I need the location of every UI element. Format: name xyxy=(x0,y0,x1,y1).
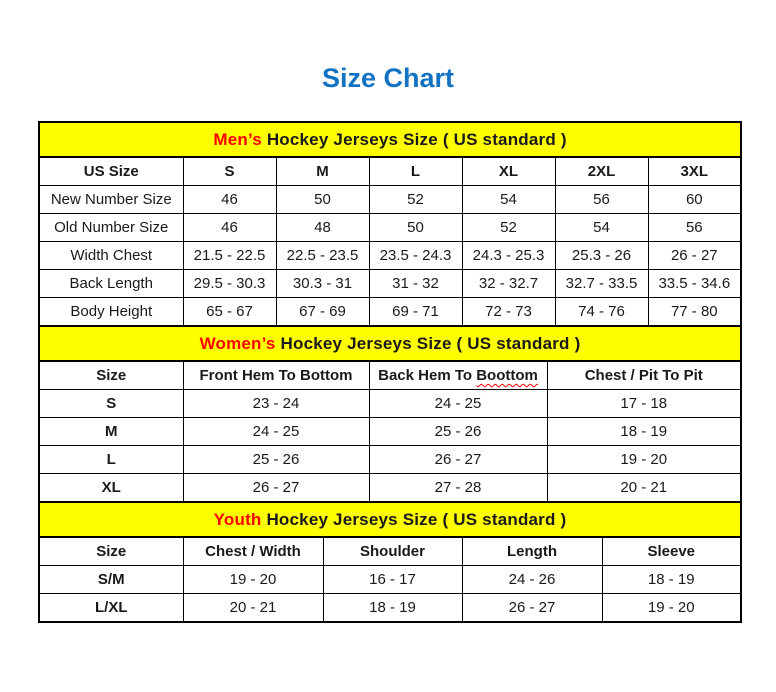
value-cell: 46 xyxy=(183,186,276,214)
value-cell: 50 xyxy=(369,214,462,242)
row-label: XL xyxy=(39,474,183,503)
value-cell: 19 - 20 xyxy=(547,446,741,474)
value-cell: 19 - 20 xyxy=(183,566,323,594)
column-header: Size xyxy=(39,361,183,390)
value-cell: 48 xyxy=(276,214,369,242)
youth-section-banner xyxy=(39,502,741,537)
size-chart-tables xyxy=(38,121,740,623)
value-cell: 24.3 - 25.3 xyxy=(462,242,555,270)
row-label: Width Chest xyxy=(39,242,183,270)
row-label: Body Height xyxy=(39,298,183,327)
row-label: M xyxy=(39,418,183,446)
value-cell: 46 xyxy=(183,214,276,242)
value-cell: 56 xyxy=(555,186,648,214)
table-row xyxy=(39,418,741,446)
womens-size-table xyxy=(38,325,742,503)
value-cell: 25 - 26 xyxy=(369,418,547,446)
value-cell: 67 - 69 xyxy=(276,298,369,327)
womens-section-banner xyxy=(39,326,741,361)
row-label: L/XL xyxy=(39,594,183,623)
womens-section-heading xyxy=(39,326,741,361)
heading-rest: Hockey Jerseys Size ( US standard ) xyxy=(261,129,567,149)
table-row xyxy=(39,566,741,594)
table-row xyxy=(39,298,741,327)
value-cell: 22.5 - 23.5 xyxy=(276,242,369,270)
row-label: Back Length xyxy=(39,270,183,298)
mens-section-banner xyxy=(39,122,741,157)
table-row xyxy=(39,270,741,298)
value-cell: 72 - 73 xyxy=(462,298,555,327)
column-header: Length xyxy=(462,537,602,566)
column-header: 2XL xyxy=(555,157,648,186)
womens-header-row xyxy=(39,361,741,390)
youth-size-table xyxy=(38,501,742,623)
column-header: M xyxy=(276,157,369,186)
value-cell: 20 - 21 xyxy=(183,594,323,623)
value-cell: 69 - 71 xyxy=(369,298,462,327)
value-cell: 54 xyxy=(462,186,555,214)
table-row xyxy=(39,390,741,418)
table-row xyxy=(39,242,741,270)
value-cell: 18 - 19 xyxy=(602,566,741,594)
value-cell: 56 xyxy=(648,214,741,242)
value-cell: 21.5 - 22.5 xyxy=(183,242,276,270)
value-cell: 65 - 67 xyxy=(183,298,276,327)
value-cell: 16 - 17 xyxy=(323,566,462,594)
value-cell: 20 - 21 xyxy=(547,474,741,503)
heading-rest: Hockey Jerseys Size ( US standard ) xyxy=(275,333,581,353)
value-cell: 26 - 27 xyxy=(648,242,741,270)
value-cell: 50 xyxy=(276,186,369,214)
column-header-text: Back Hem To xyxy=(378,367,477,384)
table-row xyxy=(39,446,741,474)
column-header: Shoulder xyxy=(323,537,462,566)
value-cell: 24 - 26 xyxy=(462,566,602,594)
column-header: US Size xyxy=(39,157,183,186)
value-cell: 32.7 - 33.5 xyxy=(555,270,648,298)
value-cell: 33.5 - 34.6 xyxy=(648,270,741,298)
value-cell: 24 - 25 xyxy=(369,390,547,418)
column-header: Size xyxy=(39,537,183,566)
value-cell: 54 xyxy=(555,214,648,242)
value-cell: 27 - 28 xyxy=(369,474,547,503)
table-row xyxy=(39,594,741,623)
column-header: Sleeve xyxy=(602,537,741,566)
heading-accent: Women’s xyxy=(199,333,276,353)
value-cell: 25.3 - 26 xyxy=(555,242,648,270)
row-label: Old Number Size xyxy=(39,214,183,242)
mens-header-row xyxy=(39,157,741,186)
value-cell: 18 - 19 xyxy=(547,418,741,446)
column-header: Chest / Pit To Pit xyxy=(547,361,741,390)
heading-accent: Men’s xyxy=(213,129,262,149)
value-cell: 25 - 26 xyxy=(183,446,369,474)
page-title: Size Chart xyxy=(321,63,455,93)
value-cell: 24 - 25 xyxy=(183,418,369,446)
value-cell: 26 - 27 xyxy=(369,446,547,474)
value-cell: 29.5 - 30.3 xyxy=(183,270,276,298)
youth-header-row xyxy=(39,537,741,566)
value-cell: 23.5 - 24.3 xyxy=(369,242,462,270)
value-cell: 26 - 27 xyxy=(183,474,369,503)
column-header: L xyxy=(369,157,462,186)
value-cell: 52 xyxy=(462,214,555,242)
heading-rest: Hockey Jerseys Size ( US standard ) xyxy=(261,509,567,529)
column-header: Front Hem To Bottom xyxy=(183,361,369,390)
misspelled-word: Boottom xyxy=(476,367,538,384)
youth-section-heading xyxy=(39,502,741,537)
row-label: S xyxy=(39,390,183,418)
column-header: 3XL xyxy=(648,157,741,186)
value-cell: 31 - 32 xyxy=(369,270,462,298)
value-cell: 18 - 19 xyxy=(323,594,462,623)
column-header: Chest / Width xyxy=(183,537,323,566)
table-row xyxy=(39,474,741,503)
value-cell: 60 xyxy=(648,186,741,214)
value-cell: 30.3 - 31 xyxy=(276,270,369,298)
column-header xyxy=(369,361,547,390)
value-cell: 32 - 32.7 xyxy=(462,270,555,298)
value-cell: 77 - 80 xyxy=(648,298,741,327)
row-label: New Number Size xyxy=(39,186,183,214)
mens-section-heading xyxy=(39,122,741,157)
column-header: S xyxy=(183,157,276,186)
value-cell: 23 - 24 xyxy=(183,390,369,418)
table-row xyxy=(39,186,741,214)
mens-size-table xyxy=(38,121,742,327)
row-label: S/M xyxy=(39,566,183,594)
value-cell: 17 - 18 xyxy=(547,390,741,418)
value-cell: 19 - 20 xyxy=(602,594,741,623)
value-cell: 52 xyxy=(369,186,462,214)
heading-accent: Youth xyxy=(213,509,262,529)
row-label: L xyxy=(39,446,183,474)
column-header: XL xyxy=(462,157,555,186)
value-cell: 26 - 27 xyxy=(462,594,602,623)
value-cell: 74 - 76 xyxy=(555,298,648,327)
table-row xyxy=(39,214,741,242)
